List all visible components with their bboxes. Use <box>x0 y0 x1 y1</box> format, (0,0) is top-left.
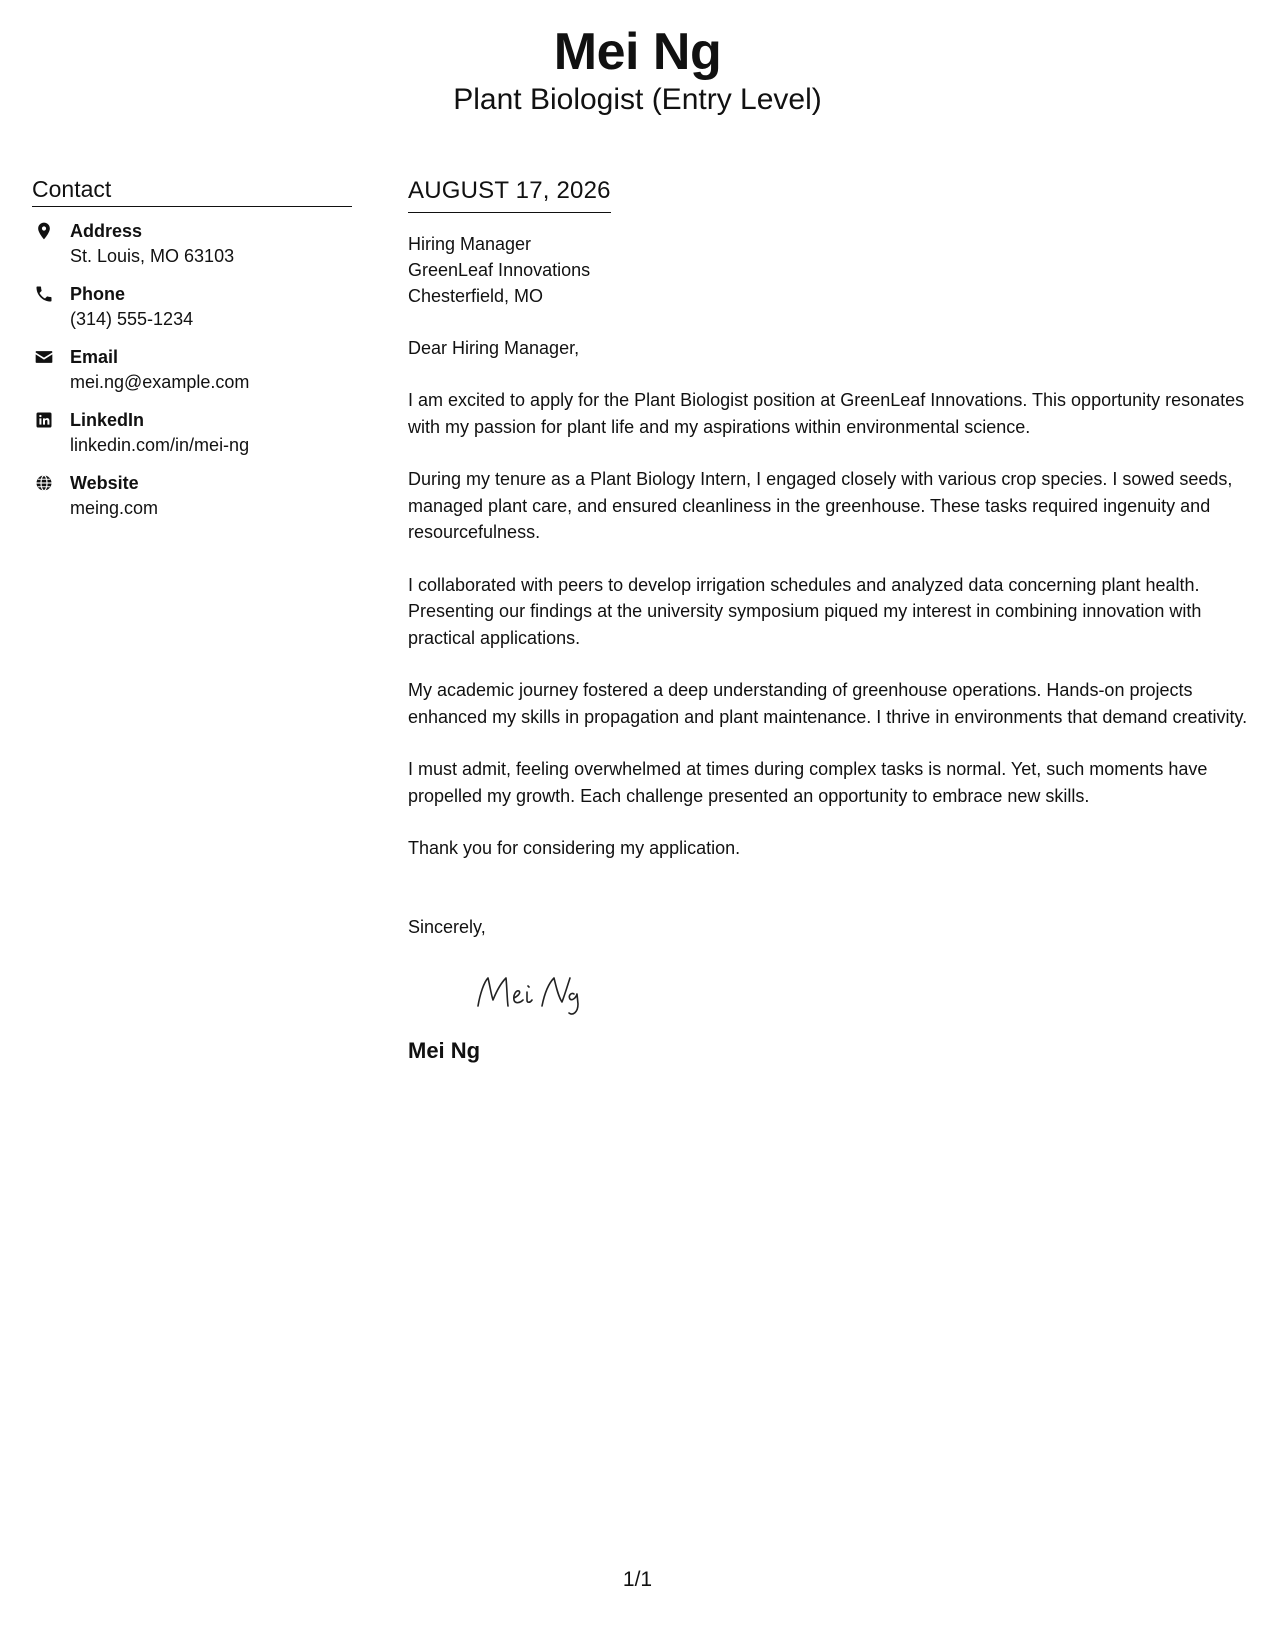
recipient-location: Chesterfield, MO <box>408 286 544 306</box>
contact-label-linkedin: LinkedIn <box>70 410 145 430</box>
job-title: Plant Biologist (Entry Level) <box>453 83 822 116</box>
salutation: Dear Hiring Manager, <box>408 338 580 358</box>
recipient-name: Hiring Manager <box>408 234 532 254</box>
applicant-name: Mei Ng <box>553 23 722 81</box>
letter-paragraph: I must admit, feeling overwhelmed at times during complex tasks is normal. Yet, such moments have propelled my growth. Each challenge presented an opportunity to embrace new skills. <box>408 759 1208 806</box>
page-number: 1/1 <box>622 1568 653 1591</box>
letter-body <box>408 174 1253 1066</box>
handwritten-signature <box>470 968 610 1022</box>
letter-paragraph: During my tenure as a Plant Biology Intern, I engaged closely with various crop species. I sowed seeds, managed plant care, and ensured cleanliness in the greenhouse. These tasks required ingenuity and resourcefulness. <box>408 469 1233 542</box>
letter-date: AUGUST 17, 2026 <box>408 174 611 213</box>
envelope-icon <box>34 347 54 367</box>
contact-label-email: Email <box>70 347 119 367</box>
contact-item-website <box>32 471 352 534</box>
contact-label-phone: Phone <box>70 284 126 304</box>
contact-label-website: Website <box>70 473 139 493</box>
contact-value-website: meing.com <box>70 498 159 518</box>
contact-item-address <box>32 219 352 282</box>
letter-paragraph: I am excited to apply for the Plant Biologist position at GreenLeaf Innovations. This opportunity resonates with my passion for plant life and my aspirations within environmental science. <box>408 390 1245 437</box>
map-pin-icon <box>34 221 54 241</box>
contact-item-linkedin <box>32 408 352 471</box>
contact-value-linkedin: linkedin.com/in/mei-ng <box>70 435 250 455</box>
contact-sidebar <box>32 174 352 534</box>
letter-paragraph: My academic journey fostered a deep understanding of greenhouse operations. Hands-on projects enhanced my skills in propagation and plant maintenance. I thrive in environments that demand creativity. <box>408 680 1248 727</box>
contact-item-email <box>32 345 352 408</box>
globe-icon <box>34 473 54 493</box>
contact-value-address: St. Louis, MO 63103 <box>70 246 235 266</box>
letter-paragraph: Thank you for considering my application. <box>408 838 741 858</box>
contact-value-phone: (314) 555-1234 <box>70 309 194 329</box>
contact-heading: Contact <box>32 174 352 207</box>
contact-item-phone <box>32 282 352 345</box>
linkedin-icon <box>34 410 54 430</box>
letter-paragraph: I collaborated with peers to develop irrigation schedules and analyzed data concerning plant health. Presenting our findings at the university symposium piqued my interest in combining innovation with practical applications. <box>408 574 1202 648</box>
contact-value-email: mei.ng@example.com <box>70 372 250 392</box>
signer-name: Mei Ng <box>408 1037 481 1063</box>
contact-label-address: Address <box>70 221 143 241</box>
phone-icon <box>34 284 54 304</box>
closing: Sincerely, <box>408 916 486 937</box>
recipient-company: GreenLeaf Innovations <box>408 260 591 280</box>
recipient-block <box>408 231 1253 309</box>
